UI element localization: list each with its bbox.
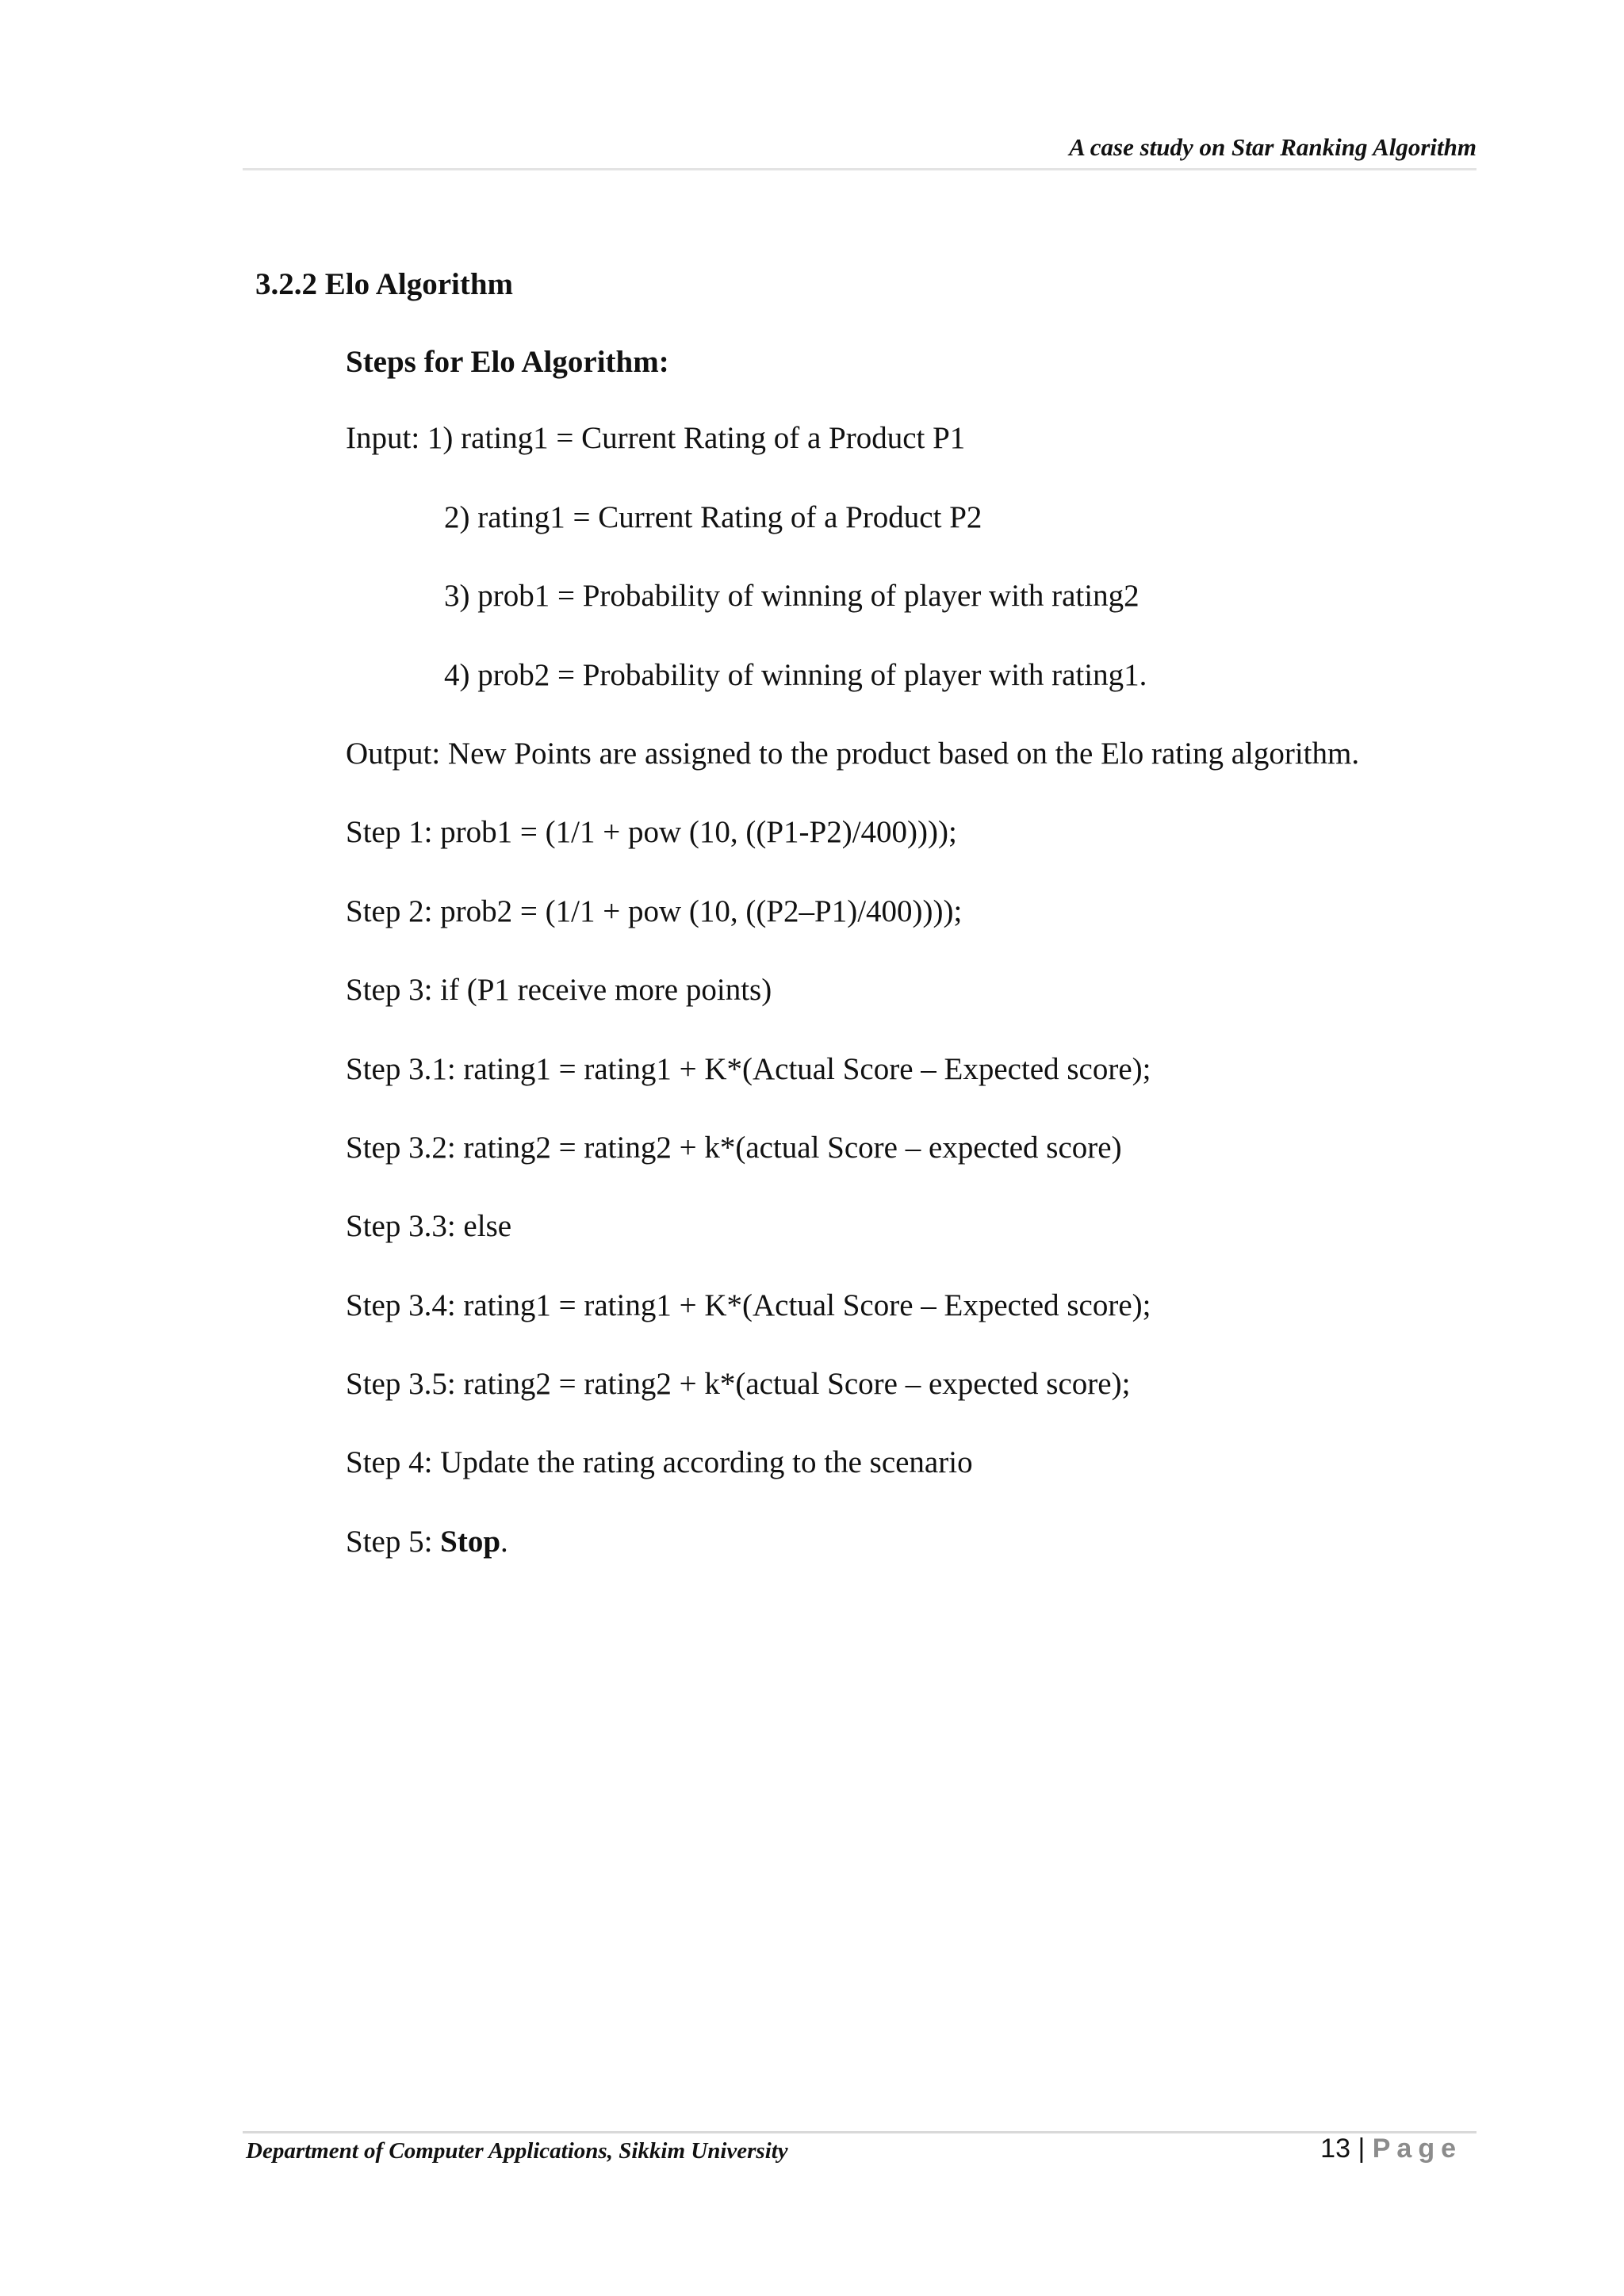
step-3-4: Step 3.4: rating1 = rating1 + K*(Actual Score – Expected score);: [346, 1288, 1151, 1322]
header-divider: [243, 168, 1477, 170]
step-5-stop: Stop: [440, 1525, 501, 1559]
step-3: Step 3: if (P1 receive more points): [346, 973, 772, 1007]
steps-heading: Steps for Elo Algorithm:: [346, 345, 669, 379]
footer-divider: [243, 2131, 1477, 2133]
step-3-3: Step 3.3: else: [346, 1209, 512, 1243]
page-number-block: [1320, 2133, 1462, 2164]
step-5: [346, 1524, 508, 1561]
header-title: A case study on Star Ranking Algorithm: [1069, 133, 1477, 161]
section-heading: 3.2.2 Elo Algorithm: [255, 267, 514, 301]
input-line-3: 3) prob1 = Probability of winning of player with rating2: [444, 579, 1139, 613]
step-3-5: Step 3.5: rating2 = rating2 + k*(actual Score – expected score);: [346, 1367, 1131, 1401]
input-line-1: Input: 1) rating1 = Current Rating of a Product P1: [346, 421, 966, 455]
page-label: Page: [1372, 2133, 1462, 2164]
output-line: Output: New Points are assigned to the product based on the Elo rating algorithm.: [346, 737, 1360, 771]
step-3-1: Step 3.1: rating1 = rating1 + K*(Actual Score – Expected score);: [346, 1052, 1151, 1086]
step-5-prefix: Step 5:: [346, 1525, 441, 1559]
input-line-2: 2) rating1 = Current Rating of a Product P2: [444, 500, 982, 534]
step-3-2: Step 3.2: rating2 = rating2 + k*(actual Score – expected score): [346, 1131, 1122, 1165]
input-line-4: 4) prob2 = Probability of winning of player with rating1.: [444, 658, 1147, 692]
page-separator: |: [1350, 2133, 1373, 2164]
page-number: 13: [1320, 2133, 1350, 2164]
step-5-suffix: .: [500, 1525, 508, 1559]
step-1: Step 1: prob1 = (1/1 + pow (10, ((P1-P2)/400))));: [346, 815, 957, 849]
step-2: Step 2: prob2 = (1/1 + pow (10, ((P2–P1)/400))));: [346, 894, 963, 928]
footer-department: Department of Computer Applications, Sikkim University: [246, 2138, 788, 2164]
step-4: Step 4: Update the rating according to the scenario: [346, 1445, 973, 1479]
